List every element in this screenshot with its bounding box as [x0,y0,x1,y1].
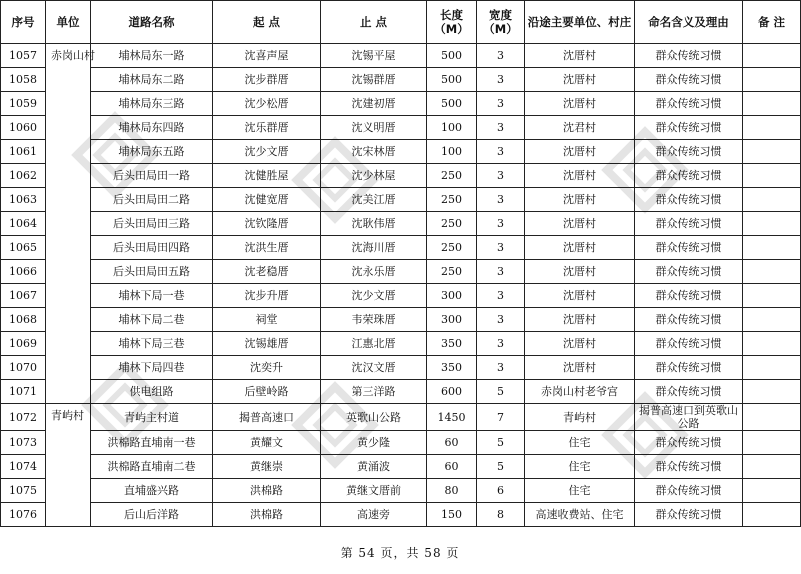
cell-remarks [743,431,801,455]
cell-seq: 1069 [1,332,46,356]
table-row [1,260,801,284]
cell-naming-meaning: 群众传统习惯 [635,68,743,92]
page-footer: 第 54 页，共 58 页 [340,546,460,560]
cell-along-units: 住宅 [525,431,635,455]
cell-end: 第三洋路 [321,380,427,404]
cell-road-name: 埔林下局四巷 [91,356,213,380]
cell-seq: 1057 [1,44,46,68]
cell-start: 黄继崇 [213,455,321,479]
cell-seq: 1060 [1,116,46,140]
cell-end: 沈永乐厝 [321,260,427,284]
cell-remarks [743,503,801,527]
cell-end: 江惠北厝 [321,332,427,356]
cell-along-units: 沈厝村 [525,44,635,68]
table-row [1,212,801,236]
header-naming-meaning: 命名含义及理由 [635,1,743,44]
cell-start: 沈少文厝 [213,140,321,164]
cell-remarks [743,212,801,236]
cell-remarks [743,44,801,68]
cell-width: 5 [477,431,525,455]
table-row [1,92,801,116]
cell-length: 150 [427,503,477,527]
cell-seq: 1068 [1,308,46,332]
cell-naming-meaning: 群众传统习惯 [635,380,743,404]
cell-width: 3 [477,308,525,332]
cell-width: 3 [477,164,525,188]
cell-length: 250 [427,236,477,260]
cell-road-name: 后头田局田三路 [91,212,213,236]
cell-along-units: 沈厝村 [525,260,635,284]
cell-seq: 1071 [1,380,46,404]
cell-width: 6 [477,479,525,503]
header-remarks: 备 注 [743,1,801,44]
cell-width: 3 [477,116,525,140]
cell-road-name: 埔林局东五路 [91,140,213,164]
header-unit: 单位 [46,1,91,44]
cell-start: 沈喜声屋 [213,44,321,68]
cell-road-name: 埔林下局二巷 [91,308,213,332]
cell-end: 黄涌波 [321,455,427,479]
cell-end: 黄继文厝前 [321,479,427,503]
cell-seq: 1075 [1,479,46,503]
cell-end: 韦荣珠厝 [321,308,427,332]
cell-seq: 1063 [1,188,46,212]
cell-remarks [743,356,801,380]
table-body [1,44,801,527]
cell-start: 沈洪生厝 [213,236,321,260]
table-row [1,236,801,260]
cell-start: 沈少松厝 [213,92,321,116]
cell-along-units: 住宅 [525,455,635,479]
cell-length: 600 [427,380,477,404]
cell-along-units: 沈厝村 [525,92,635,116]
header-along-units: 沿途主要单位、村庄 [525,1,635,44]
cell-length: 300 [427,308,477,332]
cell-seq: 1062 [1,164,46,188]
cell-naming-meaning: 群众传统习惯 [635,503,743,527]
table-row [1,380,801,404]
table-row [1,455,801,479]
cell-naming-meaning: 群众传统习惯 [635,236,743,260]
cell-length: 1450 [427,404,477,431]
header-end: 止 点 [321,1,427,44]
cell-remarks [743,332,801,356]
cell-road-name: 供电组路 [91,380,213,404]
cell-remarks [743,284,801,308]
cell-road-name: 后头田局田一路 [91,164,213,188]
cell-road-name: 后头田局田五路 [91,260,213,284]
table-row [1,503,801,527]
cell-seq: 1061 [1,140,46,164]
cell-end: 沈美江厝 [321,188,427,212]
cell-seq: 1064 [1,212,46,236]
cell-naming-meaning: 群众传统习惯 [635,188,743,212]
table-row [1,188,801,212]
table-row [1,332,801,356]
cell-length: 350 [427,356,477,380]
cell-remarks [743,455,801,479]
cell-width: 3 [477,44,525,68]
table-row [1,164,801,188]
cell-length: 250 [427,212,477,236]
cell-start: 沈钦隆厝 [213,212,321,236]
cell-end: 沈少文厝 [321,284,427,308]
cell-start: 后壁岭路 [213,380,321,404]
cell-naming-meaning: 群众传统习惯 [635,479,743,503]
cell-remarks [743,116,801,140]
cell-start: 洪棉路 [213,479,321,503]
table-row [1,68,801,92]
cell-along-units: 青屿村 [525,404,635,431]
cell-seq: 1074 [1,455,46,479]
cell-along-units: 沈厝村 [525,356,635,380]
cell-road-name: 埔林下局一巷 [91,284,213,308]
cell-road-name: 埔林局东四路 [91,116,213,140]
cell-start: 洪棉路 [213,503,321,527]
cell-length: 100 [427,116,477,140]
cell-remarks [743,140,801,164]
table-row [1,479,801,503]
cell-seq: 1058 [1,68,46,92]
cell-remarks [743,164,801,188]
cell-along-units: 沈厝村 [525,332,635,356]
cell-start: 沈健胜屋 [213,164,321,188]
cell-width: 5 [477,380,525,404]
cell-start: 黄耀文 [213,431,321,455]
cell-road-name: 后头田局田二路 [91,188,213,212]
cell-remarks [743,236,801,260]
cell-naming-meaning: 群众传统习惯 [635,164,743,188]
cell-end: 沈宋林厝 [321,140,427,164]
cell-end: 沈锡群厝 [321,68,427,92]
cell-along-units: 沈厝村 [525,140,635,164]
cell-along-units: 沈厝村 [525,284,635,308]
cell-seq: 1065 [1,236,46,260]
header-length: 长度 （M） [427,1,477,44]
cell-seq: 1076 [1,503,46,527]
cell-road-name: 直埔盛兴路 [91,479,213,503]
cell-width: 3 [477,332,525,356]
cell-naming-meaning: 群众传统习惯 [635,116,743,140]
table-row [1,308,801,332]
cell-remarks [743,308,801,332]
cell-seq: 1070 [1,356,46,380]
cell-length: 350 [427,332,477,356]
cell-width: 3 [477,68,525,92]
cell-length: 80 [427,479,477,503]
cell-along-units: 沈厝村 [525,212,635,236]
cell-length: 500 [427,44,477,68]
cell-road-name: 洪棉路直埔南一巷 [91,431,213,455]
cell-naming-meaning: 群众传统习惯 [635,431,743,455]
cell-end: 英歌山公路 [321,404,427,431]
cell-naming-meaning: 群众传统习惯 [635,92,743,116]
cell-road-name: 后头田局田四路 [91,236,213,260]
cell-width: 3 [477,260,525,284]
cell-end: 沈少林屋 [321,164,427,188]
cell-end: 高速旁 [321,503,427,527]
header-seq: 序号 [1,1,46,44]
cell-seq: 1066 [1,260,46,284]
cell-width: 3 [477,236,525,260]
cell-naming-meaning: 群众传统习惯 [635,455,743,479]
cell-width: 8 [477,503,525,527]
cell-along-units: 沈厝村 [525,188,635,212]
header-start: 起 点 [213,1,321,44]
header-row [1,1,801,44]
cell-remarks [743,404,801,431]
cell-naming-meaning: 群众传统习惯 [635,140,743,164]
cell-start: 揭普高速口 [213,404,321,431]
cell-road-name: 后山后洋路 [91,503,213,527]
cell-length: 500 [427,68,477,92]
cell-remarks [743,380,801,404]
cell-remarks [743,92,801,116]
cell-naming-meaning: 群众传统习惯 [635,212,743,236]
cell-start: 沈奕升 [213,356,321,380]
cell-start: 沈锡雄厝 [213,332,321,356]
cell-width: 3 [477,140,525,164]
table-row [1,116,801,140]
cell-end: 沈义明厝 [321,116,427,140]
table-row [1,284,801,308]
cell-road-name: 洪棉路直埔南二巷 [91,455,213,479]
cell-length: 250 [427,260,477,284]
cell-end: 沈建初厝 [321,92,427,116]
cell-start: 沈老稳厝 [213,260,321,284]
cell-width: 3 [477,356,525,380]
cell-length: 250 [427,188,477,212]
cell-width: 3 [477,92,525,116]
cell-along-units: 赤岗山村老爷宫 [525,380,635,404]
cell-naming-meaning: 群众传统习惯 [635,308,743,332]
cell-start: 祠堂 [213,308,321,332]
cell-road-name: 埔林局东一路 [91,44,213,68]
cell-remarks [743,479,801,503]
cell-width: 3 [477,212,525,236]
cell-seq: 1059 [1,92,46,116]
cell-unit: 青屿村 [46,404,91,527]
cell-start: 沈步群厝 [213,68,321,92]
cell-road-name: 青屿主村道 [91,404,213,431]
cell-width: 5 [477,455,525,479]
cell-along-units: 沈厝村 [525,68,635,92]
cell-road-name: 埔林局东二路 [91,68,213,92]
cell-end: 沈海川厝 [321,236,427,260]
cell-length: 300 [427,284,477,308]
cell-remarks [743,188,801,212]
cell-length: 60 [427,431,477,455]
table-row [1,431,801,455]
cell-along-units: 沈厝村 [525,308,635,332]
cell-start: 沈乐群厝 [213,116,321,140]
cell-start: 沈健宽厝 [213,188,321,212]
cell-length: 100 [427,140,477,164]
cell-end: 沈锡平屋 [321,44,427,68]
table-row [1,44,801,68]
table-row [1,140,801,164]
header-road-name: 道路名称 [91,1,213,44]
cell-length: 500 [427,92,477,116]
cell-end: 沈汉文厝 [321,356,427,380]
cell-along-units: 沈厝村 [525,164,635,188]
cell-remarks [743,260,801,284]
table-row [1,356,801,380]
cell-naming-meaning: 群众传统习惯 [635,356,743,380]
table-row [1,404,801,431]
cell-remarks [743,68,801,92]
cell-seq: 1073 [1,431,46,455]
cell-unit: 赤岗山村 [46,44,91,404]
cell-naming-meaning: 群众传统习惯 [635,284,743,308]
cell-naming-meaning: 揭普高速口到英歌山公路 [635,404,743,431]
cell-seq: 1067 [1,284,46,308]
cell-naming-meaning: 群众传统习惯 [635,332,743,356]
cell-along-units: 住宅 [525,479,635,503]
cell-length: 250 [427,164,477,188]
cell-naming-meaning: 群众传统习惯 [635,44,743,68]
cell-naming-meaning: 群众传统习惯 [635,260,743,284]
cell-end: 沈耿伟厝 [321,212,427,236]
cell-along-units: 高速收费站、住宅 [525,503,635,527]
cell-start: 沈步升厝 [213,284,321,308]
cell-end: 黄少隆 [321,431,427,455]
cell-width: 3 [477,284,525,308]
cell-length: 60 [427,455,477,479]
cell-width: 7 [477,404,525,431]
cell-along-units: 沈厝村 [525,236,635,260]
cell-road-name: 埔林下局三巷 [91,332,213,356]
header-width: 宽度 （M） [477,1,525,44]
cell-along-units: 沈君村 [525,116,635,140]
cell-width: 3 [477,188,525,212]
cell-seq: 1072 [1,404,46,431]
cell-road-name: 埔林局东三路 [91,92,213,116]
